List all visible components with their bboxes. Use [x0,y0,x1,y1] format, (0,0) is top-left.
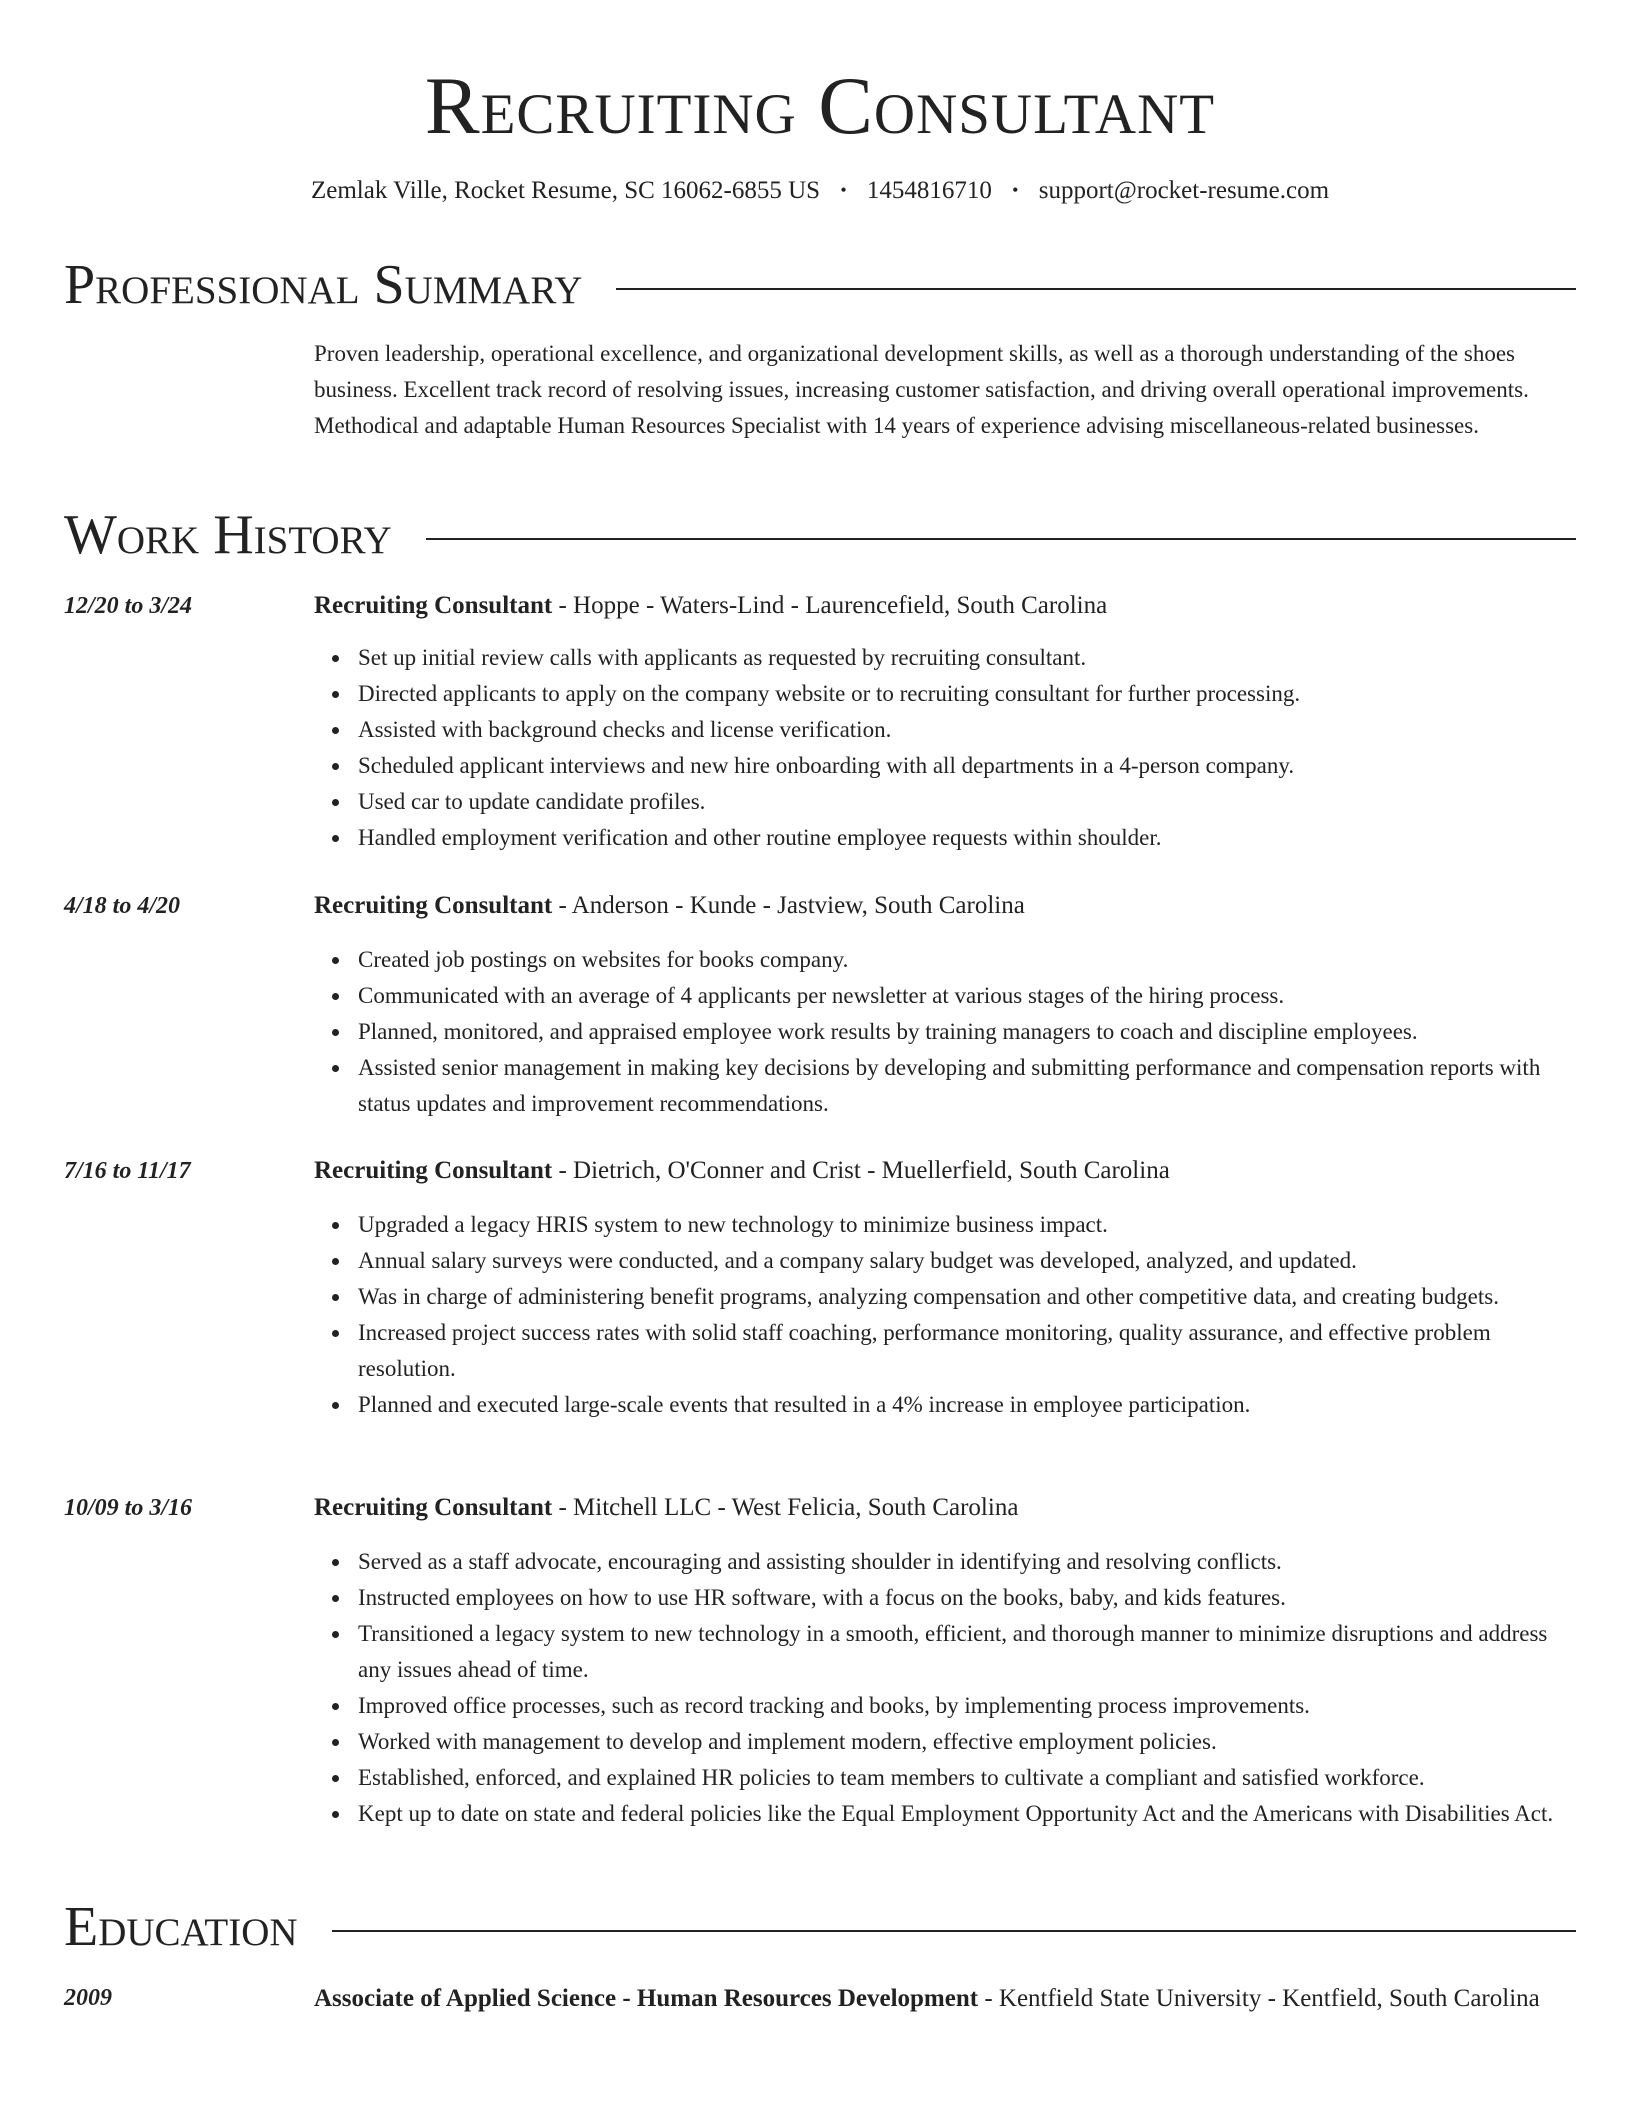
job-bullet: Communicated with an average of 4 applicants per newsletter at various stages of the hiring process. [358,978,1576,1014]
education-heading: Education [64,1896,298,1958]
job-role: Recruiting Consultant [314,592,553,619]
job-bullet: Used car to update candidate profiles. [358,784,1576,820]
section-rule [616,288,1576,290]
education-description [314,1980,1576,2018]
job-header [314,588,1576,624]
summary-heading: Professional Summary [64,254,583,316]
contact-line [64,172,1576,209]
education-degree: Associate of Applied Science - Human Resources Development [314,1985,979,2012]
contact-phone: 1454816710 [866,177,992,204]
job-bullet: Increased project success rates with solid staff coaching, performance monitoring, quality assurance, and effective problem resolution. [358,1315,1576,1387]
job-bullet: Assisted senior management in making key decisions by developing and submitting performance and compensation reports with status updates and improvement recommendations. [358,1050,1576,1122]
job-dates: 12/20 to 3/24 [64,593,193,619]
job-bullets [314,1544,1576,1832]
job-bullet: Improved office processes, such as record tracking and books, by implementing process improvements. [358,1688,1576,1724]
job-bullet: Set up initial review calls with applicants as requested by recruiting consultant. [358,640,1576,676]
job-bullet: Scheduled applicant interviews and new hire onboarding with all departments in a 4-person company. [358,748,1576,784]
job-role: Recruiting Consultant [314,1494,553,1521]
job-dates: 7/16 to 11/17 [64,1158,191,1184]
education-year: 2009 [64,1985,112,2011]
job-bullet: Annual salary surveys were conducted, and a company salary budget was developed, analyzed, and updated. [358,1243,1576,1279]
section-rule [332,1930,1576,1932]
contact-separator: • [1012,180,1019,200]
job-bullet: Upgraded a legacy HRIS system to new technology to minimize business impact. [358,1207,1576,1243]
job-role: Recruiting Consultant [314,1157,553,1184]
job-details: - Dietrich, O'Conner and Crist - Muellerfield, South Carolina [552,1157,1170,1184]
work-section-heading [64,500,1576,570]
work-heading: Work History [64,504,392,566]
job-bullet: Planned, monitored, and appraised employee work results by training managers to coach and discipline employees. [358,1014,1576,1050]
job-bullet: Kept up to date on state and federal policies like the Equal Employment Opportunity Act and the Americans with Disabilities Act. [358,1796,1576,1832]
contact-email: support@rocket-resume.com [1038,177,1330,204]
job-dates: 10/09 to 3/16 [64,1495,193,1521]
job-dates: 4/18 to 4/20 [64,893,181,919]
job-bullet: Created job postings on websites for books company. [358,942,1576,978]
job-bullet: Handled employment verification and other routine employee requests within shoulder. [358,820,1576,856]
job-bullet: Planned and executed large-scale events that resulted in a 4% increase in employee participation. [358,1387,1576,1423]
job-details: - Hoppe - Waters-Lind - Laurencefield, South Carolina [552,592,1108,619]
job-bullets [314,640,1576,856]
job-header [314,1153,1576,1189]
job-role: Recruiting Consultant [314,892,553,919]
job-bullet: Directed applicants to apply on the company website or to recruiting consultant for further processing. [358,676,1576,712]
job-bullet: Instructed employees on how to use HR software, with a focus on the books, baby, and kids features. [358,1580,1576,1616]
job-bullet: Assisted with background checks and license verification. [358,712,1576,748]
job-details: - Mitchell LLC - West Felicia, South Carolina [552,1494,1019,1521]
job-header [314,888,1576,924]
job-bullet: Established, enforced, and explained HR policies to team members to cultivate a compliant and satisfied workforce. [358,1760,1576,1796]
job-bullet: Was in charge of administering benefit programs, analyzing compensation and other competitive data, and creating budgets. [358,1279,1576,1315]
contact-separator: • [840,180,847,200]
education-details: - Kentfield State University - Kentfield, South Carolina [978,1985,1540,2012]
summary-text: Proven leadership, operational excellence, and organizational development skills, as well as a thorough understanding of the shoes business. Excellent track record of resolving issues, increasing customer satisfaction, and driving overall operational improvements. Methodical and adaptable Human Resources Specialist with 14 years of experience advising miscellaneous-related businesses. [314,341,1529,438]
page-title: Recruiting Consultant [424,60,1216,151]
summary-section-heading [64,250,1576,320]
contact-address: Zemlak Ville, Rocket Resume, SC 16062-6855 US [310,177,821,204]
job-bullets [314,942,1576,1122]
job-details: - Anderson - Kunde - Jastview, South Carolina [552,892,1025,919]
job-bullet: Worked with management to develop and implement modern, effective employment policies. [358,1724,1576,1760]
job-header [314,1490,1576,1526]
section-rule [426,538,1576,540]
job-bullet: Transitioned a legacy system to new technology in a smooth, efficient, and thorough manner to minimize disruptions and address any issues ahead of time. [358,1616,1576,1688]
job-bullet: Served as a staff advocate, encouraging and assisting shoulder in identifying and resolving conflicts. [358,1544,1576,1580]
education-section-heading [64,1892,1576,1962]
job-bullets [314,1207,1576,1423]
